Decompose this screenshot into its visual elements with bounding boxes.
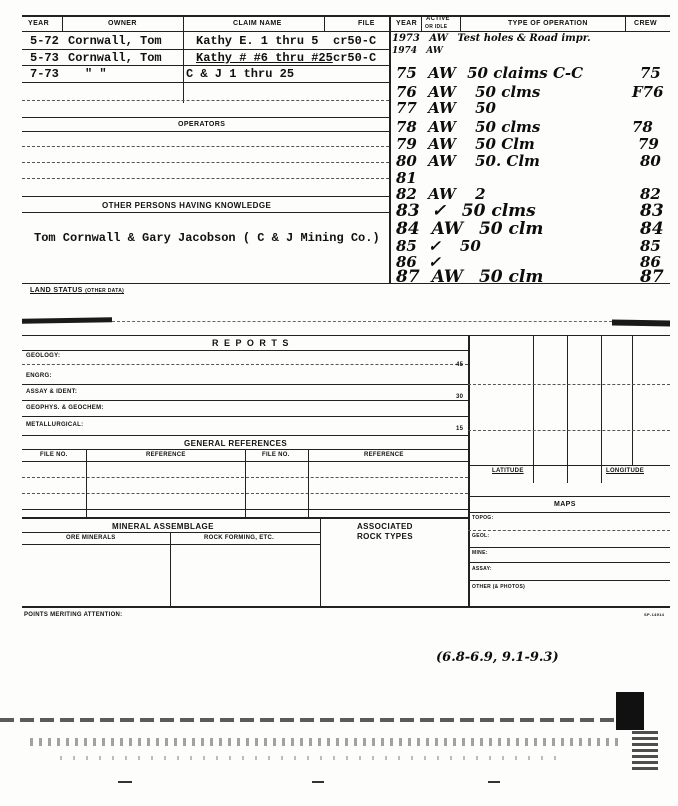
row-rule (22, 100, 389, 101)
grid-rule (468, 465, 670, 466)
activity-crew: 75 (640, 64, 661, 82)
activity-status: ✓ (431, 201, 446, 221)
grid-rule (468, 547, 670, 548)
other-persons-text: Tom Cornwall & Gary Jacobson ( C & J Mining Co.) (34, 231, 380, 245)
activity-row (396, 64, 583, 82)
activity-year: 82 (396, 185, 417, 203)
form-bottom-rule (22, 606, 670, 608)
report-num: 30 (456, 394, 464, 400)
col-active-header: ACTIVE (426, 16, 450, 22)
activity-row (396, 219, 543, 239)
row-rule (22, 532, 320, 533)
claim-owner: Cornwall, Tom (68, 34, 162, 48)
scan-noise-band (30, 738, 620, 746)
associated-line1: ASSOCIATED (357, 522, 413, 531)
activity-operation: 50 Clm (475, 135, 535, 153)
activity-status: AW (428, 185, 456, 203)
maps-topog: TOPOG: (472, 515, 494, 521)
maps-title: MAPS (554, 501, 576, 508)
row-rule (22, 82, 389, 83)
divider (460, 15, 461, 31)
activity-crew: 79 (638, 135, 659, 153)
activity-year: 79 (396, 135, 417, 153)
col-year2-header: YEAR (396, 20, 418, 27)
smudge-bar-right (612, 319, 670, 326)
handwritten-note: (6.8-6.9, 9.1-9.3) (436, 650, 559, 665)
divider (62, 15, 63, 31)
activity-row (396, 118, 540, 136)
latitude-label: LATITUDE (492, 468, 524, 474)
activity-operation: 50. Clm (475, 152, 540, 170)
activity-status: AW (428, 118, 456, 136)
activity-status: AW (429, 33, 448, 44)
associated-line2: ROCK TYPES (357, 532, 414, 541)
divider (468, 335, 470, 606)
activity-year: 76 (396, 83, 417, 101)
divider (183, 15, 184, 103)
activity-operation: 50 clm (478, 267, 544, 287)
maps-other: OTHER (& PHOTOS) (472, 584, 526, 590)
activity-crew: 85 (640, 237, 661, 255)
col-crew-header: CREW (634, 20, 657, 27)
claim-name: C & J 1 thru 25 (186, 67, 295, 81)
divider (320, 517, 321, 606)
activity-row (396, 152, 540, 170)
claim-owner: " " (85, 67, 107, 81)
row-rule (22, 283, 670, 284)
form-number: SP-14914 (644, 612, 665, 617)
activity-operation: 50 (459, 237, 481, 255)
report-label: GEOPHYS. & GEOCHEM: (26, 405, 104, 411)
row-rule (22, 196, 389, 197)
divider (567, 335, 568, 483)
other-persons-label: OTHER PERSONS HAVING KNOWLEDGE (102, 201, 272, 210)
land-status-text: LAND STATUS (30, 287, 83, 294)
activity-row (396, 201, 536, 221)
row-rule (22, 416, 468, 417)
activity-row (396, 135, 535, 153)
reports-top-rule (22, 335, 670, 336)
maps-assay: ASSAY: (472, 566, 492, 572)
grid-rule (468, 512, 670, 513)
activity-year: 83 (396, 201, 420, 221)
report-label: METALLURGICAL: (26, 422, 84, 428)
activity-crew: 84 (640, 219, 664, 239)
grid-rule (468, 496, 670, 497)
divider (533, 335, 534, 483)
operators-label: OPERATORS (178, 121, 226, 128)
divider (389, 15, 391, 283)
row-rule (22, 384, 468, 385)
activity-operation: 50 clms (461, 201, 536, 221)
scan-noise-band (0, 718, 615, 722)
gr-file-no-header: FILE NO. (40, 452, 68, 458)
activity-status: ✓ (428, 253, 441, 271)
gr-file-no-header-2: FILE NO. (262, 452, 290, 458)
activity-crew: 87 (640, 267, 664, 287)
claim-name: Kathy E. 1 thru 5 (196, 34, 319, 48)
report-label: GEOLOGY: (26, 353, 61, 359)
divider (308, 449, 309, 517)
divider (421, 15, 422, 31)
scan-dash (118, 781, 132, 783)
claim-year: 5-73 (30, 51, 59, 65)
row-rule (22, 49, 389, 50)
activity-crew: 83 (640, 201, 664, 221)
activity-year: 80 (396, 152, 417, 170)
rock-forming-header: ROCK FORMING, ETC. (204, 535, 275, 541)
row-rule (22, 178, 389, 179)
report-label: ENGRG: (26, 373, 52, 379)
activity-crew: 86 (640, 253, 661, 271)
row-rule (22, 517, 468, 519)
activity-operation: 50 claims C-C (467, 64, 584, 82)
divider (245, 449, 246, 517)
row-rule (22, 212, 389, 213)
row-rule (22, 400, 468, 401)
activity-year: 86 (396, 253, 417, 271)
activity-status: AW (428, 135, 456, 153)
activity-status: AW (428, 152, 456, 170)
activity-operation: 50 clms (475, 118, 541, 136)
activity-year: 84 (396, 219, 420, 239)
divider (170, 532, 171, 606)
col-owner-header: OWNER (108, 20, 137, 27)
gr-reference-header-2: REFERENCE (364, 452, 404, 458)
activity-row (396, 267, 543, 287)
reports-title: R E P O R T S (212, 338, 290, 348)
ink-blot (632, 730, 658, 770)
activity-operation: 50 clms (475, 83, 541, 101)
divider (632, 335, 633, 465)
general-references-title: GENERAL REFERENCES (184, 439, 288, 448)
report-num: 15 (456, 426, 464, 432)
scan-dash (312, 781, 324, 783)
activity-row (392, 46, 443, 56)
activity-operation: 50 (475, 99, 496, 117)
activity-year: 85 (396, 237, 417, 255)
mineral-assemblage-title: MINERAL ASSEMBLAGE (112, 522, 214, 531)
activity-crew: 78 (632, 118, 653, 136)
activity-status: AW (428, 83, 456, 101)
row-rule (22, 146, 389, 147)
divider (86, 449, 87, 517)
activity-status: AW (431, 267, 464, 287)
maps-mine: MINE: (472, 550, 488, 556)
activity-row (396, 99, 496, 117)
claim-name: Kathy # #6 thru #25 (196, 51, 333, 65)
activity-crew: 80 (640, 152, 661, 170)
activity-year: 1973 (392, 33, 420, 44)
col-type-operation-header: TYPE OF OPERATION (508, 20, 588, 27)
gr-reference-header: REFERENCE (146, 452, 186, 458)
grid-rule (468, 562, 670, 563)
claim-file: cr50-C (333, 51, 377, 65)
activity-status: AW (426, 46, 443, 56)
points-meriting-label: POINTS MERITING ATTENTION: (24, 612, 123, 618)
grid-rule (468, 430, 670, 431)
row-rule (22, 117, 389, 118)
activity-operation: 50 clm (478, 219, 544, 239)
claim-file: cr50-C (333, 34, 377, 48)
activity-status: AW (428, 99, 456, 117)
divider (625, 15, 626, 31)
row-rule (22, 364, 468, 365)
col-file-header: FILE (358, 20, 375, 27)
divider (601, 335, 602, 483)
row-rule (22, 65, 389, 66)
scan-dash (488, 781, 500, 783)
grid-rule (468, 580, 670, 581)
claim-year: 7-73 (30, 67, 59, 81)
activity-log (392, 33, 672, 287)
col-year-header: YEAR (28, 20, 50, 27)
activity-status: ✓ (428, 237, 441, 255)
activity-crew: F76 (632, 83, 664, 101)
divider (324, 15, 325, 31)
report-label: ASSAY & IDENT: (26, 389, 78, 395)
top-rule (22, 15, 670, 17)
maps-geol: GEOL: (472, 533, 490, 539)
grid-rule (468, 530, 670, 531)
activity-status: AW (428, 64, 456, 82)
ore-minerals-header: ORE MINERALS (66, 535, 116, 541)
row-rule (22, 131, 389, 132)
activity-operation: Test holes & Road impr. (457, 33, 591, 44)
activity-row (392, 33, 591, 44)
claim-year: 5-72 (30, 34, 59, 48)
smudge-bar-left (22, 317, 112, 324)
activity-status: AW (431, 219, 464, 239)
scan-noise-band (60, 756, 560, 760)
header-rule (22, 31, 670, 32)
activity-year: 87 (396, 267, 420, 287)
col-claim-name-header: CLAIM NAME (233, 20, 282, 27)
land-status-rule (112, 321, 612, 322)
report-num: 45 (456, 362, 464, 368)
activity-year: 77 (396, 99, 417, 117)
claim-owner: Cornwall, Tom (68, 51, 162, 65)
row-rule (22, 162, 389, 163)
activity-year: 81 (396, 169, 417, 187)
grid-rule (468, 384, 670, 385)
activity-year: 78 (396, 118, 417, 136)
activity-year: 1974 (392, 46, 418, 56)
land-status-label (30, 287, 124, 294)
ink-blot (616, 692, 644, 730)
row-rule (22, 435, 468, 436)
row-rule (22, 544, 320, 545)
row-rule (22, 350, 468, 351)
longitude-label: LONGITUDE (606, 468, 645, 474)
activity-operation: 2 (475, 185, 486, 203)
land-status-sub: (OTHER DATA) (85, 288, 125, 294)
activity-crew: 82 (640, 185, 661, 203)
activity-year: 75 (396, 64, 417, 82)
col-idle-header: OR IDLE (425, 24, 448, 30)
